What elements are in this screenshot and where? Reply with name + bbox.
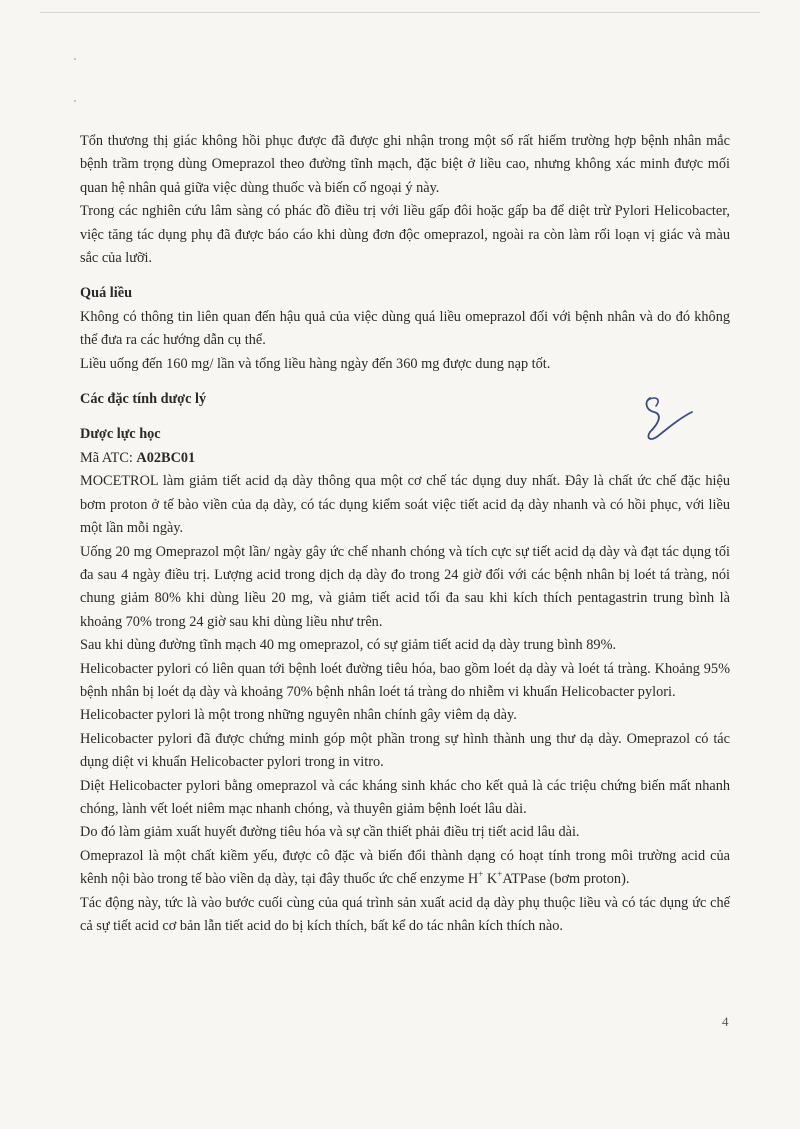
paragraph: Tác động này, tức là vào bước cuối cùng của quá trình sản xuất acid dạ dày phụ thuộc liều và có tác dụng ức chế cả sự tiết acid cơ bản lẫn tiết acid do bị kích thích, bất kể do tác nhân kích thích nào. — [80, 894, 730, 934]
paragraph: Tổn thương thị giác không hồi phục được đã được ghi nhận trong một số rất hiếm trường hợp bệnh nhân mắc bệnh trầm trọng dùng Omeprazol theo đường tĩnh mạch, đặc biệt ở liều cao, nhưng không xác minh được mối quan hệ nhân quả giữa việc dùng thuốc và biến cố ngoại ý này. — [80, 133, 730, 196]
page-top-edge — [40, 12, 760, 13]
text-segment: K — [483, 871, 498, 888]
scan-speck — [74, 58, 76, 60]
atc-code: A02BC01 — [136, 449, 196, 466]
paragraph: Không có thông tin liên quan đến hậu quả của việc dùng quá liều omeprazol đối với bệnh nhân và do đó không thể đưa ra các hướng dẫn cụ thể. — [80, 308, 730, 349]
section-heading: Dược lực học — [80, 426, 161, 443]
section-heading: Quá liều — [80, 285, 133, 302]
paragraph: Diệt Helicobacter pylori bằng omeprazol và các kháng sinh khác cho kết quả là các triệu chứng biến mất nhanh chóng, lành vết loét niêm mạc nhanh chóng, và thuyên giảm bệnh loét lâu dài. — [80, 777, 730, 817]
atc-label: Mã ATC: — [80, 449, 137, 466]
paragraph-gap — [80, 270, 730, 282]
signature-mark — [636, 392, 696, 448]
text-segment: Omeprazol là một chất kiềm yếu, được cô đặc và biến đổi thành dạng có hoạt tính trong môi trường acid của kênh nội bào trong tế bào viền dạ dày, tại đây thuốc ức chế enzyme H — [80, 847, 730, 888]
section-heading: Các đặc tính dược lý — [80, 391, 207, 408]
text-segment: ATPase (bơm proton). — [502, 871, 630, 888]
paragraph: Helicobacter pylori đã được chứng minh góp một phần trong sự hình thành ung thư dạ dày. Omeprazol có tác dụng diệt vi khuẩn Helicobacter pylori trong in vitro. — [80, 730, 730, 771]
superscript-plus: + — [478, 869, 484, 880]
paragraph-gap — [80, 411, 730, 423]
superscript-plus: + — [497, 869, 503, 880]
paragraph: Trong các nghiên cứu lâm sàng có phác đồ điều trị với liều gấp đôi hoặc gấp ba để diệt trừ Pylori Helicobacter, việc tăng tác dụng phụ đã được báo cáo khi dùng đơn độc omeprazol, ngoài ra còn làm rối loạn vị giác và màu sắc của lưỡi. — [80, 203, 730, 267]
paragraph: Do đó làm giảm xuất huyết đường tiêu hóa và sự cần thiết phải điều trị tiết acid lâu dài. — [80, 824, 580, 841]
page-number: 4 — [722, 1014, 729, 1029]
paragraph: Uống 20 mg Omeprazol một lần/ ngày gây ức chế nhanh chóng và tích cực sự tiết acid dạ dày và đạt tác dụng tối đa sau 4 ngày điều trị. Lượng acid trong dịch dạ dày đo trong 24 giờ đối với các bệnh nhân bị loét tá tràng, nói chung giảm 80% khi dùng liều 20 mg, và giảm tiết acid tối đa sau khi kích thích pentagastrin trung bình là khoảng 70% trong 24 giờ sau khi dùng liều như trên. — [80, 543, 730, 630]
scan-speck — [74, 100, 76, 102]
paragraph: Sau khi dùng đường tĩnh mạch 40 mg omeprazol, có sự giảm tiết acid dạ dày trung bình 89%. — [80, 637, 617, 654]
document-body — [80, 130, 730, 938]
paragraph: Liều uống đến 160 mg/ lần và tổng liều hàng ngày đến 360 mg được dung nạp tốt. — [80, 355, 551, 372]
paragraph: MOCETROL làm giảm tiết acid dạ dày thông qua một cơ chế tác dụng duy nhất. Đây là chất ức chế đặc hiệu bơm proton ở tế bào viền của dạ dày, có tác dụng kiểm soát việc tiết acid dạ dày nhanh và có hồi phục, với liều một lần mỗi ngày. — [80, 473, 730, 537]
paragraph: Helicobacter pylori có liên quan tới bệnh loét đường tiêu hóa, bao gồm loét dạ dày và loét tá tràng. Khoảng 95% bệnh nhân bị loét dạ dày và khoảng 70% bệnh nhân loét tá tràng do nhiễm vi khuẩn Helicobacter pylori. — [80, 660, 730, 700]
paragraph-enzyme — [80, 845, 730, 892]
paragraph-gap — [80, 376, 730, 388]
paragraph: Helicobacter pylori là một trong những nguyên nhân chính gây viêm dạ dày. — [80, 707, 517, 724]
atc-code-line — [80, 447, 730, 470]
